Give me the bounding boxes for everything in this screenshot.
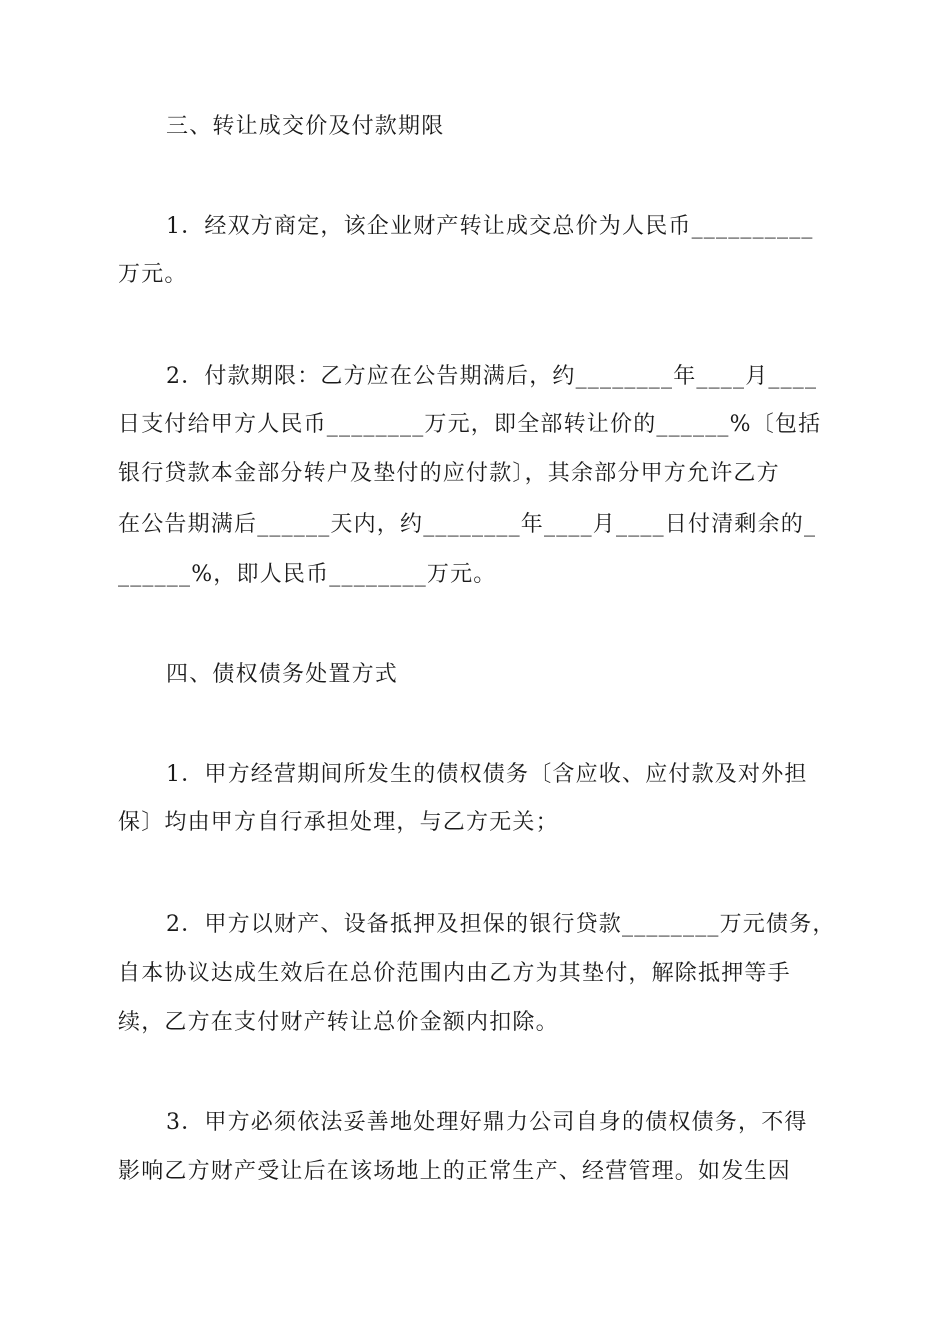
paragraph-line: 3．甲方必须依法妥善地处理好鼎力公司自身的债权债务，不得: [166, 1110, 808, 1135]
paragraph-line: 2．甲方以财产、设备抵押及担保的银行贷款________万元债务，: [166, 912, 836, 937]
paragraph-line: ______%，即人民币________万元。: [118, 562, 497, 587]
paragraph-line: 万元。: [118, 262, 188, 287]
paragraph-line: 影响乙方财产受让后在该场地上的正常生产、经营管理。如发生因: [118, 1159, 791, 1184]
paragraph-line: 续，乙方在支付财产转让总价金额内扣除。: [118, 1010, 559, 1035]
paragraph-line: 自本协议达成生效后在总价范围内由乙方为其垫付，解除抵押等手: [118, 961, 791, 986]
section-heading-debt-disposal: 四、债权债务处置方式: [166, 662, 399, 687]
paragraph-line: 1．经双方商定，该企业财产转让成交总价为人民币__________: [166, 214, 814, 239]
section-heading-transfer-price: 三、转让成交价及付款期限: [166, 114, 445, 139]
paragraph-line: 保〕均由甲方自行承担处理，与乙方无关；: [118, 810, 559, 835]
paragraph-line: 日支付给甲方人民币________万元，即全部转让价的______%〔包括: [118, 412, 822, 437]
paragraph-line: 在公告期满后______天内，约________年____月____日付清剩余的_: [118, 512, 817, 537]
paragraph-line: 银行贷款本金部分转户及垫付的应付款〕，其余部分甲方允许乙方: [118, 461, 780, 486]
paragraph-line: 1．甲方经营期间所发生的债权债务〔含应收、应付款及对外担: [166, 762, 808, 787]
paragraph-line: 2．付款期限：乙方应在公告期满后，约________年____月____: [166, 364, 818, 389]
